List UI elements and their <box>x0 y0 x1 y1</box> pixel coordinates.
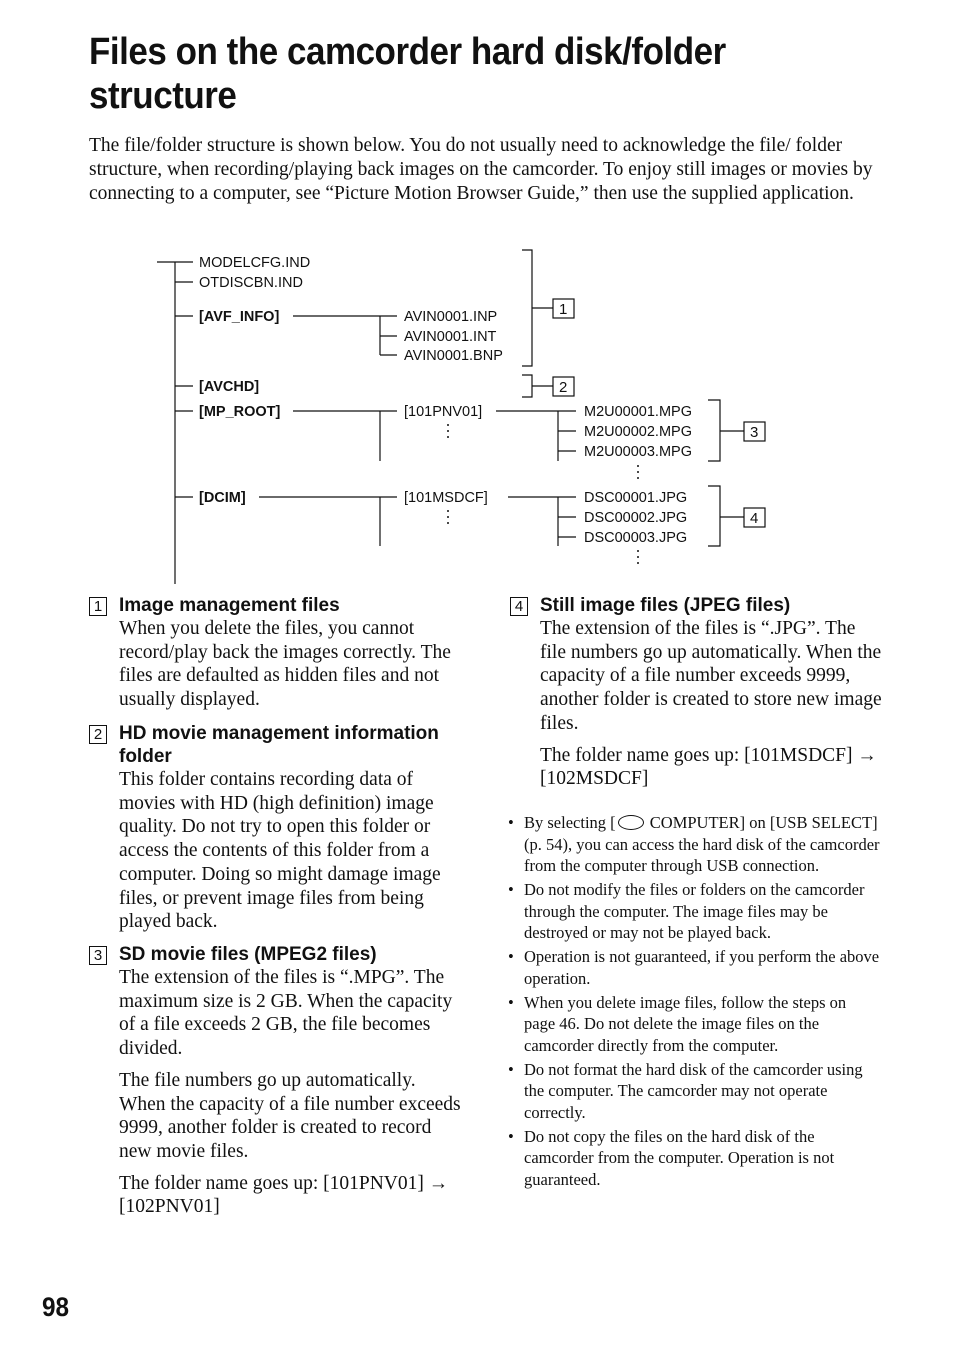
marker-1: 1 <box>559 301 568 318</box>
section-4-text-1: The extension of the files is “.JPG”. The file numbers go up automatically. When the capacity of a file number exceeds 9999, another folder is created to store new image files. <box>540 618 882 734</box>
note-item: • Do not modify the files or folders on the camcorder through the computer. The image files may be destroyed or may not be played back. <box>508 879 880 944</box>
marker-3: 3 <box>750 424 759 441</box>
section-3-text-1: The extension of the files is “.MPG”. The maximum size is 2 GB. When the capacity of a file exceeds 2 GB, the file becomes divided. <box>119 967 453 1060</box>
tree-file-m2u00003: M2U00003.MPG <box>584 444 692 460</box>
tree-file-m2u00001: M2U00001.MPG <box>584 404 692 420</box>
bracket-2 <box>522 375 532 397</box>
section-1-heading: Image management files <box>119 595 340 616</box>
section-3-heading: SD movie files (MPEG2 files) <box>119 944 377 965</box>
note-item: • By selecting [ COMPUTER] on [USB SELECT] (p. 54), you can access the hard disk of the camcorder from the computer through USB connection. <box>508 812 880 877</box>
tree-file-modelcfg: MODELCFG.IND <box>199 255 311 271</box>
marker-2: 2 <box>559 379 568 396</box>
section-4-heading: Still image files (JPEG files) <box>540 595 791 616</box>
section-1 <box>89 594 461 720</box>
section-1-number: 1 <box>89 597 107 616</box>
tree-file-avin-bnp: AVIN0001.BNP <box>404 348 503 364</box>
section-4-text-2: The folder name goes up: [101MSDCF] → [102MSDCF] <box>540 744 877 790</box>
notes-list <box>508 812 880 1193</box>
tree-file-dsc00001: DSC00001.JPG <box>584 490 688 506</box>
tree-file-otdiscbn: OTDISCBN.IND <box>199 275 303 291</box>
section-3-text-3: The folder name goes up: [101PNV01] → [102PNV01] <box>119 1172 449 1218</box>
section-4 <box>510 594 882 799</box>
section-3 <box>89 943 461 1227</box>
marker-4: 4 <box>750 510 759 527</box>
page-title: Files on the camcorder hard disk/folder structure <box>89 31 726 117</box>
tree-file-avin-int: AVIN0001.INT <box>404 329 497 345</box>
section-4-number: 4 <box>510 597 528 616</box>
intro-paragraph: The file/folder structure is shown below. You do not usually need to acknowledge the file/ folder structure, when recording/playing back images on the camcorder. To enjoy still images or movies by connecting to a computer, see “Picture Motion Browser Guide,” then use the supplied application. <box>89 135 873 204</box>
note-item: • Do not copy the files on the hard disk of the camcorder from the computer. Operation is not guaranteed. <box>508 1126 880 1191</box>
note-item: • Operation is not guaranteed, if you perform the above operation. <box>508 946 880 989</box>
bracket-1 <box>522 250 532 366</box>
tree-folder-101pnv01: [101PNV01] <box>404 404 483 420</box>
section-2 <box>89 722 461 942</box>
bracket-3 <box>708 400 720 461</box>
note-item: • Do not format the hard disk of the camcorder using the computer. The camcorder may not operate correctly. <box>508 1059 880 1124</box>
tree-file-dsc00003: DSC00003.JPG <box>584 530 688 546</box>
tree-file-m2u00002: M2U00002.MPG <box>584 424 692 440</box>
section-1-text: When you delete the files, you cannot record/play back the images correctly. The files are defaulted as hidden files and not usually displayed. <box>119 618 451 711</box>
tree-file-avin-inp: AVIN0001.INP <box>404 309 498 325</box>
section-2-number: 2 <box>89 725 107 744</box>
tree-folder-avf-info: [AVF_INFO] <box>199 309 280 325</box>
section-2-heading: HD movie management information folder <box>119 723 439 767</box>
section-3-number: 3 <box>89 946 107 965</box>
tree-file-dsc00002: DSC00002.JPG <box>584 510 688 526</box>
page-number: 98 <box>42 1292 70 1322</box>
tree-folder-mp-root: [MP_ROOT] <box>199 404 281 420</box>
tree-folder-dcim: [DCIM] <box>199 490 246 506</box>
section-3-text-2: The file numbers go up automatically. When the capacity of a file number exceeds 9999, another folder is created to record new movie files. <box>119 1069 461 1162</box>
folder-tree-diagram <box>0 0 954 590</box>
tree-folder-avchd: [AVCHD] <box>199 379 260 395</box>
section-2-text: This folder contains recording data of movies with HD (high definition) image quality. Do not try to open this folder or access the contents of this folder from a computer. Doing so might damage image files, or prevent image files from being played back. <box>119 769 441 933</box>
note-item: • When you delete image files, follow the steps on page 46. Do not delete the image files on the camcorder directly from the computer. <box>508 992 880 1057</box>
hard-disk-icon <box>618 815 644 830</box>
bracket-4 <box>708 486 720 546</box>
tree-folder-101msdcf: [101MSDCF] <box>404 490 488 506</box>
